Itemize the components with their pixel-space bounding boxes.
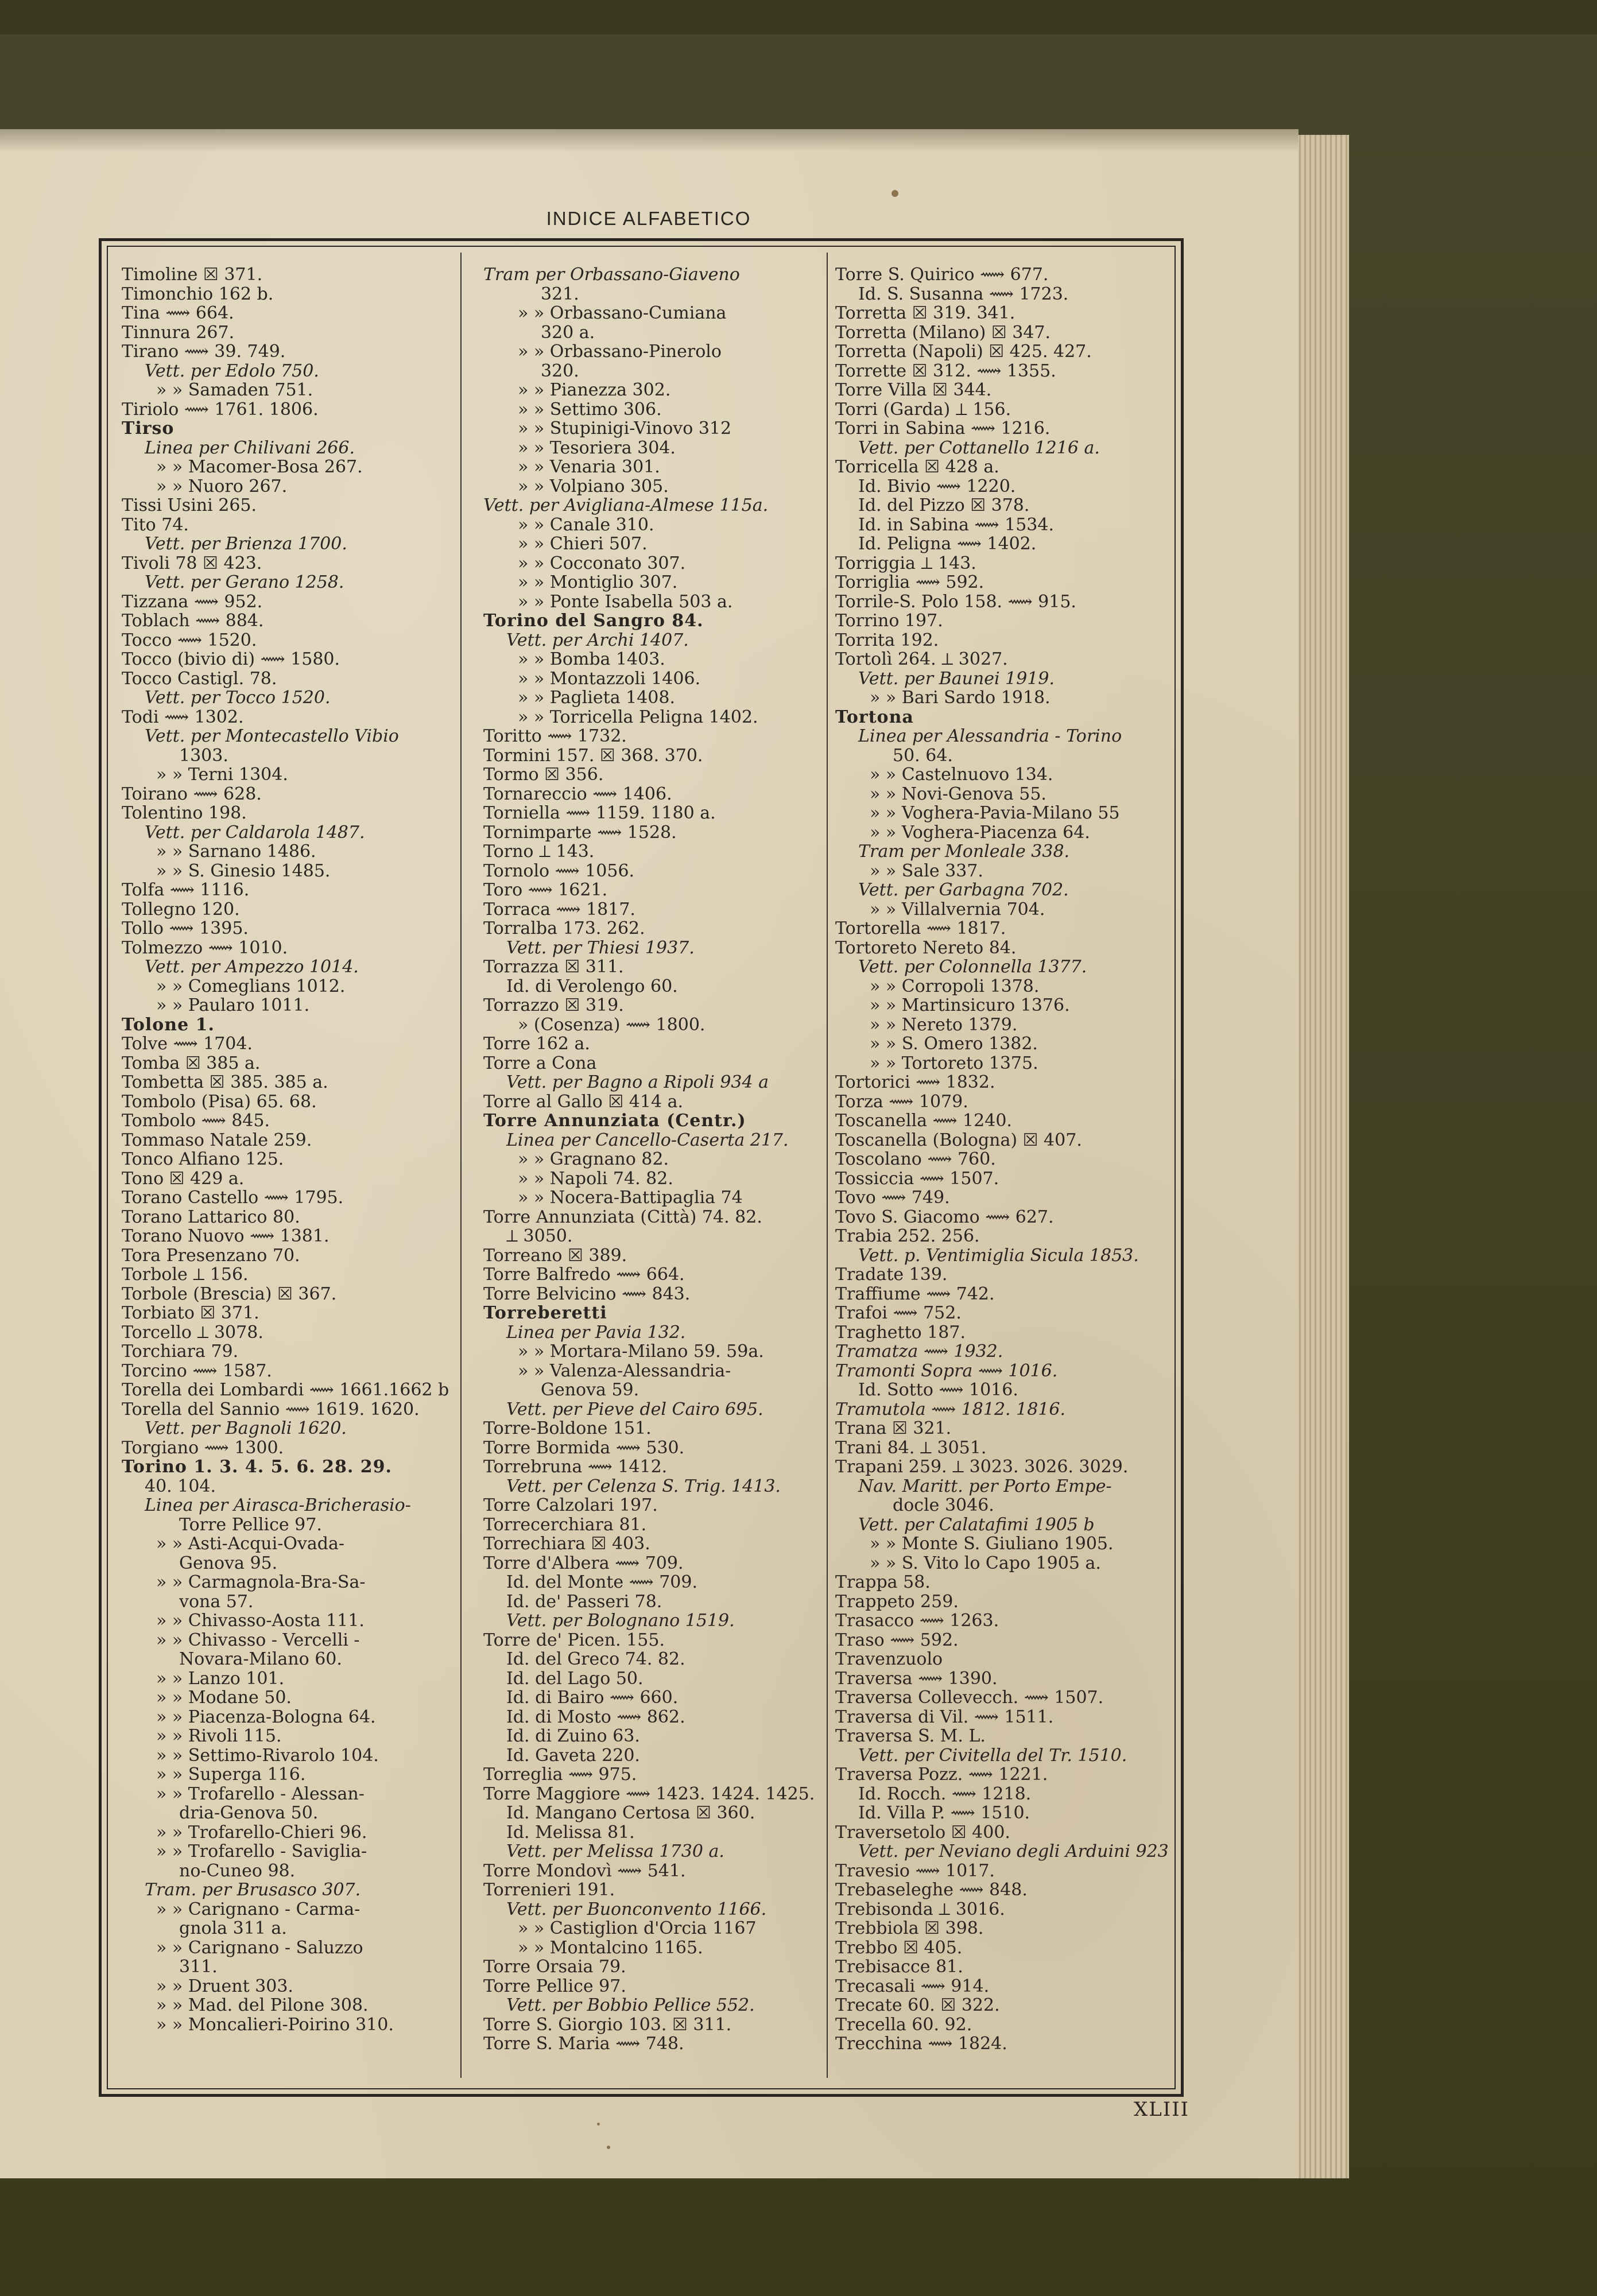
index-entry: » » Chivasso - Vercelli -	[156, 1630, 360, 1650]
index-entry: dria-Genova 50.	[179, 1803, 319, 1823]
index-entry: Id. del Lago 50.	[506, 1668, 644, 1689]
index-entry: Torano Castello ⟿ 1795.	[122, 1188, 344, 1208]
index-entry: Tocco Castigl. 78.	[122, 668, 277, 689]
index-entry: Novara-Milano 60.	[179, 1649, 342, 1669]
index-entry: ⟂ 3050.	[506, 1226, 573, 1246]
index-entry: Tolfa ⟿ 1116.	[122, 880, 250, 900]
index-entry: Torbiato ☒ 371.	[122, 1303, 259, 1323]
index-entry: Tortorici ⟿ 1832.	[835, 1072, 995, 1092]
index-entry: » » Paglieta 1408.	[518, 688, 676, 708]
index-entry: Vett. per Bobbio Pellice 552.	[506, 1995, 755, 2015]
index-entry: » » Pianezza 302.	[518, 380, 671, 400]
index-entry: Id. di Mosto ⟿ 862.	[506, 1707, 685, 1727]
index-entry: Vett. per Brienza 1700.	[145, 534, 347, 554]
index-entry: » » Piacenza-Bologna 64.	[156, 1707, 376, 1727]
index-entry: » » Paularo 1011.	[156, 995, 310, 1015]
index-entry: Torri in Sabina ⟿ 1216.	[835, 418, 1051, 439]
index-entry: Trana ☒ 321.	[835, 1418, 952, 1438]
index-entry: » » Mortara-Milano 59. 59a.	[518, 1341, 764, 1362]
index-entry: Torre S. Maria ⟿ 748.	[483, 2034, 684, 2054]
index-entry: Toro ⟿ 1621.	[483, 880, 608, 900]
index-entry: Vett. per Bagnoli 1620.	[145, 1418, 347, 1438]
index-entry: Id. Bivio ⟿ 1220.	[858, 476, 1016, 497]
index-entry: no-Cuneo 98.	[179, 1860, 296, 1881]
index-entry: » » Chieri 507.	[518, 534, 648, 554]
index-entry: » » Modane 50.	[156, 1688, 292, 1708]
index-entry: Trani 84. ⟂ 3051.	[835, 1437, 987, 1458]
index-entry: Traversa ⟿ 1390.	[835, 1668, 998, 1689]
index-entry: Genova 59.	[541, 1380, 639, 1400]
index-entry: Traso ⟿ 592.	[835, 1630, 959, 1650]
index-entry: Tradate 139.	[835, 1265, 948, 1285]
index-entry: Torino 1. 3. 4. 5. 6. 28. 29.	[122, 1457, 393, 1477]
index-entry: Torgiano ⟿ 1300.	[122, 1437, 284, 1458]
index-entry: Torano Nuovo ⟿ 1381.	[122, 1226, 330, 1246]
index-entry: Tizzana ⟿ 952.	[122, 591, 263, 612]
index-entry: » » Superga 116.	[156, 1764, 306, 1785]
index-entry: » » Druent 303.	[156, 1976, 293, 1996]
index-entry: Toirano ⟿ 628.	[122, 784, 262, 804]
index-entry: Torre Villa ☒ 344.	[835, 380, 992, 400]
index-entry: Toscolano ⟿ 760.	[835, 1149, 996, 1169]
index-entry: 320.	[541, 360, 579, 381]
index-entry: Traversa di Vil. ⟿ 1511.	[835, 1707, 1054, 1727]
index-entry: Trecchina ⟿ 1824.	[835, 2034, 1007, 2054]
index-entry: Torreano ☒ 389.	[483, 1245, 627, 1266]
index-entry: Vett. per Bolognano 1519.	[506, 1611, 735, 1631]
index-entry: Trapani 259. ⟂ 3023. 3026. 3029.	[835, 1457, 1129, 1477]
index-entry: » » Monte S. Giuliano 1905.	[870, 1534, 1114, 1554]
index-entry: Vett. per Caldarola 1487.	[145, 822, 365, 843]
index-entry: Tolentino 198.	[122, 803, 247, 823]
index-entry: » » Corropoli 1378.	[870, 976, 1040, 996]
index-entry: Tora Presenzano 70.	[122, 1245, 300, 1266]
index-entry: Torreberetti	[483, 1303, 607, 1323]
index-entry: » » Carignano - Saluzzo	[156, 1937, 363, 1958]
index-entry: Id. Gaveta 220.	[506, 1745, 640, 1766]
index-entry: Torricella ☒ 428 a.	[835, 457, 999, 477]
index-entry: Torrino 197.	[835, 611, 943, 631]
index-entry: Torrazza ☒ 311.	[483, 957, 624, 977]
index-entry: » » Trofarello - Alessan-	[156, 1783, 365, 1804]
index-entry: Tirano ⟿ 39. 749.	[122, 342, 286, 362]
index-entry: Linea per Chilivani 266.	[145, 437, 355, 458]
index-entry: Torre de' Picen. 155.	[483, 1630, 665, 1650]
index-entry: Torre Bormida ⟿ 530.	[483, 1437, 685, 1458]
index-entry: » » Macomer-Bosa 267.	[156, 457, 363, 477]
index-entry: » » Asti-Acqui-Ovada-	[156, 1534, 345, 1554]
index-entry: Linea per Pavia 132.	[506, 1322, 686, 1343]
index-entry: Torbole ⟂ 156.	[122, 1265, 249, 1285]
index-entry: Traversa Collevecch. ⟿ 1507.	[835, 1688, 1104, 1708]
index-entry: Torre Mondovì ⟿ 541.	[483, 1860, 686, 1881]
index-entry: Tonco Alfiano 125.	[122, 1149, 284, 1169]
index-entry: Trappa 58.	[835, 1572, 931, 1592]
index-entry: Torrecerchiara 81.	[483, 1514, 647, 1535]
index-entry: » » Rivoli 115.	[156, 1726, 282, 1746]
index-entry: gnola 311 a.	[179, 1918, 287, 1938]
index-entry: Travesio ⟿ 1017.	[835, 1860, 995, 1881]
index-entry: Toritto ⟿ 1732.	[483, 726, 627, 746]
index-entry: Tollo ⟿ 1395.	[122, 918, 249, 938]
index-entry: » » Trofarello - Saviglia-	[156, 1841, 367, 1861]
index-entry: Linea per Airasca-Bricherasio-	[145, 1495, 411, 1515]
index-entry: Trebbo ☒ 405.	[835, 1937, 963, 1958]
index-entry: Trappeto 259.	[835, 1591, 959, 1612]
index-entry: » » S. Ginesio 1485.	[156, 860, 331, 881]
index-entry: Vett. per Civitella del Tr. 1510.	[858, 1745, 1127, 1766]
index-entry: » » Montiglio 307.	[518, 572, 678, 592]
page-spot	[597, 2123, 600, 2126]
index-entry: 50. 64.	[893, 745, 953, 766]
index-entry: Tito 74.	[122, 514, 189, 535]
index-entry: Vett. p. Ventimiglia Sicula 1853.	[858, 1245, 1139, 1266]
index-entry: Tocco ⟿ 1520.	[122, 630, 257, 650]
index-entry: » » Novi-Genova 55.	[870, 784, 1046, 804]
index-entry: » » Terni 1304.	[156, 765, 288, 785]
index-entry: Torralba 173. 262.	[483, 918, 645, 938]
index-entry: Torrenieri 191.	[483, 1880, 615, 1900]
index-entry: Torella del Sannio ⟿ 1619. 1620.	[122, 1399, 420, 1420]
index-entry: Vett. per Cottanello 1216 a.	[858, 437, 1100, 458]
index-entry: Id. di Verolengo 60.	[506, 976, 678, 996]
page-spot	[891, 190, 898, 197]
index-entry: Travenzuolo	[835, 1649, 943, 1669]
index-entry: Torrile-S. Polo 158. ⟿ 915.	[835, 591, 1076, 612]
index-entry: Id. del Pizzo ☒ 378.	[858, 495, 1030, 515]
column-rule	[460, 253, 462, 2078]
page-number: XLIII	[1134, 2098, 1190, 2121]
index-entry: Vett. per Bagno a Ripoli 934 a	[506, 1072, 769, 1092]
index-entry: » » Canale 310.	[518, 514, 654, 535]
index-entry: Vett. per Baunei 1919.	[858, 668, 1055, 689]
index-entry: Vett. per Thiesi 1937.	[506, 937, 695, 958]
index-entry: Tina ⟿ 664.	[122, 303, 234, 323]
index-entry: Torre a Cona	[483, 1053, 597, 1073]
index-entry: » » Moncalieri-Poirino 310.	[156, 2014, 394, 2035]
index-entry: Torriglia ⟿ 592.	[835, 572, 984, 592]
index-entry: Torrebruna ⟿ 1412.	[483, 1457, 668, 1477]
index-entry: Torrita 192.	[835, 630, 939, 650]
index-entry: Torchiara 79.	[122, 1341, 239, 1362]
index-entry: » » Napoli 74. 82.	[518, 1168, 673, 1189]
index-entry: » » Nereto 1379.	[870, 1014, 1018, 1035]
index-entry: Trebisonda ⟂ 3016.	[835, 1899, 1005, 1919]
index-entry: » » Samaden 751.	[156, 380, 313, 400]
index-entry: » » Bari Sardo 1918.	[870, 688, 1051, 708]
index-entry: Trafoi ⟿ 752.	[835, 1303, 962, 1323]
index-entry: Torano Lattarico 80.	[122, 1207, 300, 1227]
index-entry: 1303.	[179, 745, 228, 766]
index-entry: » » Tesoriera 304.	[518, 437, 676, 458]
index-entry: » » Cocconato 307.	[518, 553, 686, 573]
index-entry: Vett. per Melissa 1730 a.	[506, 1841, 724, 1861]
index-entry: » » Lanzo 101.	[156, 1668, 285, 1689]
index-entry: Torella dei Lombardi ⟿ 1661.1662 b	[122, 1380, 449, 1400]
page-spot	[607, 2146, 610, 2149]
index-entry: » » S. Omero 1382.	[870, 1034, 1038, 1054]
index-entry: 320 a.	[541, 322, 595, 343]
index-entry: Torcello ⟂ 3078.	[122, 1322, 263, 1343]
index-entry: » » Sale 337.	[870, 860, 983, 881]
index-entry: Tocco (bivio di) ⟿ 1580.	[122, 649, 340, 669]
index-entry: Torre Annunziata (Città) 74. 82.	[483, 1207, 762, 1227]
index-entry: Torre al Gallo ☒ 414 a.	[483, 1091, 684, 1112]
index-entry: » » Montazzoli 1406.	[518, 668, 701, 689]
index-entry: Trecate 60. ☒ 322.	[835, 1995, 1000, 2015]
index-entry: Tornolo ⟿ 1056.	[483, 860, 635, 881]
index-entry: Tolmezzo ⟿ 1010.	[122, 937, 288, 958]
index-entry: Trebbiola ☒ 398.	[835, 1918, 984, 1938]
index-entry: » » Castelnuovo 134.	[870, 765, 1053, 785]
index-entry: » » Castiglion d'Orcia 1167	[518, 1918, 757, 1938]
index-entry: Vett. per Neviano degli Arduini 923	[858, 1841, 1169, 1861]
index-entry: Torrazzo ☒ 319.	[483, 995, 624, 1015]
index-entry: 311.	[179, 1957, 218, 1977]
index-entry: Id. Peligna ⟿ 1402.	[858, 534, 1037, 554]
index-entry: » » Venaria 301.	[518, 457, 660, 477]
index-entry: » » Mad. del Pilone 308.	[156, 1995, 369, 2015]
index-entry: » » Gragnano 82.	[518, 1149, 669, 1169]
index-entry: Trebisacce 81.	[835, 1957, 963, 1977]
index-entry: Id. Sotto ⟿ 1016.	[858, 1380, 1018, 1400]
index-entry: » » Stupinigi-Vinovo 312	[518, 418, 732, 439]
index-entry: » » Carignano - Carma-	[156, 1899, 361, 1919]
index-entry: Tinnura 267.	[122, 322, 235, 343]
index-entry: Tolone 1.	[122, 1014, 215, 1035]
index-entry: » » Tortoreto 1375.	[870, 1053, 1038, 1073]
index-entry: Vett. per Gerano 1258.	[145, 572, 344, 592]
index-entry: Id. de' Passeri 78.	[506, 1591, 662, 1612]
index-entry: Id. del Greco 74. 82.	[506, 1649, 685, 1669]
index-entry: Tovo S. Giacomo ⟿ 627.	[835, 1207, 1054, 1227]
index-entry: Toscanella (Bologna) ☒ 407.	[835, 1130, 1082, 1150]
index-entry: » » Carmagnola-Bra-Sa-	[156, 1572, 366, 1592]
index-entry: Tram. per Brusasco 307.	[145, 1880, 361, 1900]
index-entry: Id. Melissa 81.	[506, 1822, 635, 1843]
index-entry: Vett. per Montecastello Vibio	[145, 726, 399, 746]
index-entry: 321.	[541, 284, 579, 304]
index-entry: Tombolo (Pisa) 65. 68.	[122, 1091, 317, 1112]
index-entry: Tortorella ⟿ 1817.	[835, 918, 1006, 938]
index-entry: Torrechiara ☒ 403.	[483, 1534, 650, 1554]
index-entry: Torretta (Napoli) ☒ 425. 427.	[835, 342, 1092, 362]
index-entry: Torre Pellice 97.	[179, 1514, 322, 1535]
index-entry: Id. di Bairo ⟿ 660.	[506, 1688, 679, 1708]
index-entry: » » Ponte Isabella 503 a.	[518, 591, 733, 612]
index-entry: Vett. per Avigliana-Almese 115a.	[483, 495, 769, 515]
index-entry: Tommaso Natale 259.	[122, 1130, 312, 1150]
index-entry: Torcino ⟿ 1587.	[122, 1360, 272, 1381]
index-entry: Torre S. Giorgio 103. ☒ 311.	[483, 2014, 732, 2035]
index-entry: Tombolo ⟿ 845.	[122, 1111, 270, 1131]
index-entry: Genova 95.	[179, 1553, 278, 1573]
index-entry: Tortona	[835, 707, 914, 727]
index-entry: Toscanella ⟿ 1240.	[835, 1111, 1012, 1131]
index-entry: Tombetta ☒ 385. 385 a.	[122, 1072, 328, 1092]
index-entry: Tramutola ⟿ 1812. 1816.	[835, 1399, 1065, 1420]
running-head: INDICE ALFABETICO	[546, 208, 751, 229]
index-entry: Torretta ☒ 319. 341.	[835, 303, 1015, 323]
index-entry: » » Nocera-Battipaglia 74	[518, 1188, 743, 1208]
index-entry: Tornimparte ⟿ 1528.	[483, 822, 677, 843]
index-entry: Vett. per Buonconvento 1166.	[506, 1899, 767, 1919]
index-entry: » » Martinsicuro 1376.	[870, 995, 1070, 1015]
page-shadow	[0, 129, 1298, 152]
index-entry: Trecella 60. 92.	[835, 2014, 972, 2035]
index-entry: » » Voghera-Pavia-Milano 55	[870, 803, 1120, 823]
index-entry: Vett. per Pieve del Cairo 695.	[506, 1399, 763, 1420]
index-entry: Torre-Boldone 151.	[483, 1418, 652, 1438]
index-column-3	[835, 265, 1168, 2054]
index-entry: Tirso	[122, 418, 175, 439]
index-entry: Vett. per Calatafimi 1905 b	[858, 1514, 1095, 1535]
index-entry: Todi ⟿ 1302.	[122, 707, 244, 727]
index-entry: Torre 162 a.	[483, 1034, 590, 1054]
index-entry: Vett. per Ampezzo 1014.	[145, 957, 359, 977]
index-column-1	[122, 265, 455, 2034]
index-entry: Id. del Monte ⟿ 709.	[506, 1572, 698, 1592]
index-entry: Torniella ⟿ 1159. 1180 a.	[483, 803, 716, 823]
index-entry: Tormini 157. ☒ 368. 370.	[483, 745, 703, 766]
index-entry: Linea per Cancello-Caserta 217.	[506, 1130, 789, 1150]
index-entry: Torza ⟿ 1079.	[835, 1091, 968, 1112]
index-entry: Torre Orsaia 79.	[483, 1957, 626, 1977]
index-entry: Torraca ⟿ 1817.	[483, 899, 635, 920]
index-entry: Id. di Zuino 63.	[506, 1726, 640, 1746]
index-entry: » » Torricella Peligna 1402.	[518, 707, 758, 727]
index-entry: Torretta (Milano) ☒ 347.	[835, 322, 1051, 343]
index-entry: Torre Pellice 97.	[483, 1976, 626, 1996]
index-entry: Tossiccia ⟿ 1507.	[835, 1168, 999, 1189]
index-entry: Tono ☒ 429 a.	[122, 1168, 245, 1189]
index-entry: Traversa Pozz. ⟿ 1221.	[835, 1764, 1048, 1785]
index-entry: » » Settimo 306.	[518, 399, 662, 420]
column-rule	[827, 253, 828, 2078]
index-entry: Vett. per Celenza S. Trig. 1413.	[506, 1476, 781, 1496]
index-entry: Vett. per Garbagna 702.	[858, 880, 1069, 900]
index-entry: Id. S. Susanna ⟿ 1723.	[858, 284, 1069, 304]
index-entry: vona 57.	[179, 1591, 254, 1612]
index-entry: » » S. Vito lo Capo 1905 a.	[870, 1553, 1101, 1573]
index-entry: Tollegno 120.	[122, 899, 240, 920]
index-entry: » » Trofarello-Chieri 96.	[156, 1822, 367, 1843]
index-entry: Tivoli 78 ☒ 423.	[122, 553, 262, 573]
index-entry: Torriggia ⟂ 143.	[835, 553, 976, 573]
index-entry: Tram per Monleale 338.	[858, 841, 1070, 862]
index-entry: Tramonti Sopra ⟿ 1016.	[835, 1360, 1058, 1381]
index-entry: Timonchio 162 b.	[122, 284, 274, 304]
index-entry: » » Comeglians 1012.	[156, 976, 346, 996]
index-entry: Tortoreto Nereto 84.	[835, 937, 1017, 958]
index-entry: Tomba ☒ 385 a.	[122, 1053, 261, 1073]
index-entry: » » Volpiano 305.	[518, 476, 669, 497]
index-entry: Traghetto 187.	[835, 1322, 966, 1343]
index-entry: Id. in Sabina ⟿ 1534.	[858, 514, 1054, 535]
index-entry: Toblach ⟿ 884.	[122, 611, 264, 631]
index-entry: 40. 104.	[145, 1476, 216, 1496]
index-entry: Torre Annunziata (Centr.)	[483, 1111, 746, 1131]
index-entry: » » Orbassano-Pinerolo	[518, 342, 722, 362]
index-entry: docle 3046.	[893, 1495, 994, 1515]
index-entry: Torre S. Quirico ⟿ 677.	[835, 265, 1049, 285]
index-entry: » » Nuoro 267.	[156, 476, 288, 497]
index-entry: » (Cosenza) ⟿ 1800.	[518, 1014, 706, 1035]
index-entry: Vett. per Colonnella 1377.	[858, 957, 1087, 977]
index-entry: Tiriolo ⟿ 1761. 1806.	[122, 399, 319, 420]
index-entry: Torre Maggiore ⟿ 1423. 1424. 1425.	[483, 1783, 815, 1804]
index-entry: Torrette ☒ 312. ⟿ 1355.	[835, 360, 1056, 381]
index-entry: » » Chivasso-Aosta 111.	[156, 1611, 365, 1631]
index-entry: Torre d'Albera ⟿ 709.	[483, 1553, 684, 1573]
index-entry: Id. Villa P. ⟿ 1510.	[858, 1803, 1030, 1823]
index-entry: Tortolì 264. ⟂ 3027.	[835, 649, 1008, 669]
index-entry: Timoline ☒ 371.	[122, 265, 263, 285]
index-entry: Tram per Orbassano-Giaveno	[483, 265, 740, 285]
index-entry: Vett. per Edolo 750.	[145, 360, 319, 381]
index-entry: Traffiume ⟿ 742.	[835, 1283, 995, 1304]
index-entry: Trasacco ⟿ 1263.	[835, 1611, 999, 1631]
index-entry: Torno ⟂ 143.	[483, 841, 595, 862]
index-entry: Torre Belvicino ⟿ 843.	[483, 1283, 691, 1304]
index-entry: Torri (Garda) ⟂ 156.	[835, 399, 1011, 420]
index-entry: Nav. Maritt. per Porto Empe-	[858, 1476, 1112, 1496]
index-entry: Tramatza ⟿ 1932.	[835, 1341, 1003, 1362]
index-entry: » » Sarnano 1486.	[156, 841, 316, 862]
index-entry: Vett. per Tocco 1520.	[145, 688, 331, 708]
index-entry: Torre Balfredo ⟿ 664.	[483, 1265, 685, 1285]
index-entry: Tissi Usini 265.	[122, 495, 257, 515]
index-entry: Tovo ⟿ 749.	[835, 1188, 950, 1208]
index-entry: Trecasali ⟿ 914.	[835, 1976, 990, 1996]
index-entry: » » Bomba 1403.	[518, 649, 665, 669]
index-entry: » » Voghera-Piacenza 64.	[870, 822, 1090, 843]
index-entry: Torbole (Brescia) ☒ 367.	[122, 1283, 337, 1304]
index-entry: Id. Rocch. ⟿ 1218.	[858, 1783, 1032, 1804]
index-entry: Id. Mangano Certosa ☒ 360.	[506, 1803, 755, 1823]
index-entry: Trebaseleghe ⟿ 848.	[835, 1880, 1028, 1900]
index-entry: Trabia 252. 256.	[835, 1226, 980, 1246]
index-entry: » » Villalvernia 704.	[870, 899, 1045, 920]
index-entry: Vett. per Archi 1407.	[506, 630, 689, 650]
index-entry: » » Valenza-Alessandria-	[518, 1360, 731, 1381]
index-entry: Tornareccio ⟿ 1406.	[483, 784, 672, 804]
index-entry: » » Settimo-Rivarolo 104.	[156, 1745, 379, 1766]
index-entry: Traversetolo ☒ 400.	[835, 1822, 1010, 1843]
index-entry: » » Orbassano-Cumiana	[518, 303, 727, 323]
index-entry: Tormo ☒ 356.	[483, 765, 604, 785]
index-entry: Torre Calzolari 197.	[483, 1495, 658, 1515]
index-entry: Torreglia ⟿ 975.	[483, 1764, 637, 1785]
index-entry: Linea per Alessandria - Torino	[858, 726, 1122, 746]
index-entry: Tolve ⟿ 1704.	[122, 1034, 253, 1054]
index-entry: » » Montalcino 1165.	[518, 1937, 703, 1958]
index-entry: Torino del Sangro 84.	[483, 611, 704, 631]
index-column-2	[483, 265, 819, 2054]
index-entry: Traversa S. M. L.	[835, 1726, 986, 1746]
